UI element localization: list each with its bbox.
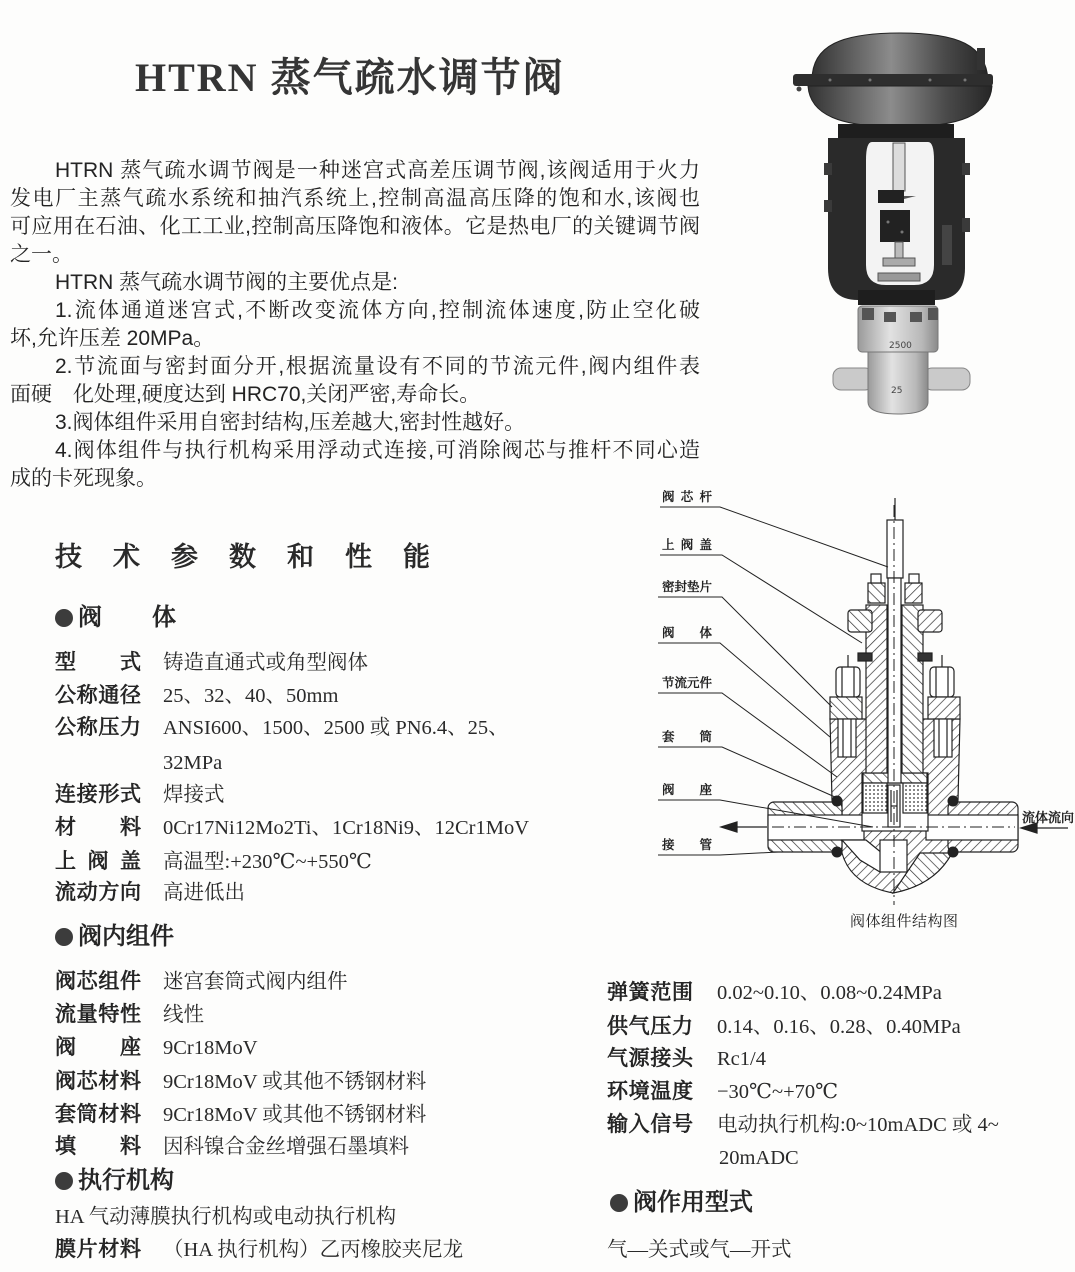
spec-value: 25、32、40、50mm — [163, 685, 339, 707]
spec-value: 0.02~0.10、0.08~0.24MPa — [717, 982, 942, 1004]
spec-value: ANSI600、1500、2500 或 PN6.4、25、 — [163, 717, 509, 739]
section-title: 阀内组件 — [78, 923, 174, 950]
spec-value: 高温型:+230℃~+550℃ — [163, 851, 372, 873]
flow-direction-label: 流体流向 — [1022, 810, 1075, 825]
body-marking: 25 — [891, 386, 903, 396]
spec-label: 套筒材料 — [55, 1103, 141, 1126]
spec-value: 9Cr18MoV 或其他不锈钢材料 — [163, 1071, 427, 1093]
valve-bonnet-body — [833, 290, 970, 414]
diagram-caption: 阀体组件结构图 — [850, 913, 959, 930]
section-title: 阀 体 — [78, 604, 176, 631]
section-actuator — [55, 1166, 174, 1196]
spec-value: 9Cr18MoV 或其他不锈钢材料 — [163, 1104, 427, 1126]
diagram-label-bonnet: 上 阀 盖 — [662, 538, 712, 552]
spec-value: 焊接式 — [163, 784, 225, 806]
intro-line: 之一。 — [10, 243, 73, 266]
spec-value: Rc1/4 — [717, 1048, 766, 1070]
intro-line: 面硬 化处理,硬度达到 HRC70,关闭严密,寿命长。 — [10, 383, 481, 406]
bullet-icon — [55, 609, 73, 627]
diagram-label-throttle: 节流元件 — [662, 676, 713, 690]
intro-line: HTRN 蒸气疏水调节阀的主要优点是: — [55, 271, 398, 294]
section-title: 执行机构 — [78, 1167, 174, 1194]
spec-label: 供气压力 — [607, 1015, 693, 1038]
spec-value: 因科镍合金丝增强石墨填料 — [163, 1136, 409, 1158]
intro-line: 成的卡死现象。 — [10, 467, 157, 490]
spec-label: 气源接头 — [607, 1047, 693, 1070]
valve-action-value: 气—关式或气—开式 — [607, 1239, 792, 1261]
spec-value: 9Cr18MoV — [163, 1037, 258, 1059]
bullet-icon — [610, 1194, 628, 1212]
intro-line: 可应用在石油、化工工业,控制高压降饱和液体。它是热电厂的关键调节阀 — [10, 215, 700, 238]
actuator-dome — [793, 33, 993, 127]
intro-line: 坏,允许压差 20MPa。 — [10, 327, 215, 350]
section-valve-body — [55, 603, 176, 633]
spec-label: 材 料 — [55, 816, 141, 839]
spec-label: 填 料 — [55, 1135, 141, 1158]
intro-line: 2.节流面与密封面分开,根据流量设有不同的节流元件,阀内组件表 — [55, 355, 700, 378]
valve-stem — [887, 498, 903, 827]
page-title: HTRN 蒸气疏水调节阀 — [135, 55, 565, 100]
section-title: 阀作用型式 — [633, 1189, 753, 1216]
spec-value: 0Cr17Ni12Mo2Ti、1Cr18Ni9、12Cr1MoV — [163, 817, 530, 839]
spec-value: 铸造直通式或角型阀体 — [163, 652, 368, 674]
spec-label: 流动方向 — [55, 881, 141, 904]
spec-value: （HA 执行机构）乙丙橡胶夹尼龙 — [163, 1239, 464, 1261]
spec-value-continued: 32MPa — [163, 752, 223, 774]
spec-label: 阀 座 — [55, 1036, 141, 1059]
diagram-label-body: 阀 体 — [662, 626, 712, 640]
valve-photo — [790, 10, 1000, 420]
spec-label: 连接形式 — [55, 783, 141, 806]
intro-line: 4.阀体组件与执行机构采用浮动式连接,可消除阀芯与推杆不同心造 — [55, 439, 700, 462]
spec-label: 环境温度 — [607, 1080, 693, 1103]
tech-params-heading: 技术参数和性能 — [55, 542, 461, 572]
spec-label: 流量特性 — [55, 1003, 141, 1026]
spec-label: 上 阀 盖 — [55, 850, 141, 873]
actuator-type-line: HA 气动薄膜执行机构或电动执行机构 — [55, 1206, 397, 1228]
spec-label: 输入信号 — [607, 1113, 693, 1136]
spec-label: 阀芯材料 — [55, 1070, 141, 1093]
spec-value: 迷宫套筒式阀内组件 — [163, 971, 348, 993]
spec-label: 公称通径 — [55, 684, 141, 707]
body-marking: 2500 — [889, 341, 912, 351]
intro-line: 1.流体通道迷宫式,不断改变流体方向,控制流体速度,防止空化破 — [55, 299, 700, 322]
bullet-icon — [55, 1172, 73, 1190]
spec-label: 型 式 — [55, 651, 141, 674]
diagram-label-stem: 阀 芯 杆 — [662, 490, 712, 504]
spec-value: 0.14、0.16、0.28、0.40MPa — [717, 1016, 961, 1038]
diagram-label-pipe: 接 管 — [662, 838, 712, 852]
spec-value: 线性 — [163, 1004, 204, 1026]
diagram-label-cage: 套 筒 — [662, 730, 712, 744]
spec-value-continued: 20mADC — [719, 1147, 799, 1169]
diagram-label-gasket: 密封垫片 — [662, 580, 713, 594]
spec-label: 膜片材料 — [55, 1238, 141, 1261]
spec-value: 高进低出 — [163, 882, 245, 904]
bullet-icon — [55, 928, 73, 946]
spec-label: 阀芯组件 — [55, 970, 141, 993]
intro-line: 3.阀体组件采用自密封结构,压差越大,密封性越好。 — [55, 411, 526, 434]
spec-value: −30℃~+70℃ — [717, 1081, 839, 1103]
section-trim — [55, 922, 174, 952]
spec-label: 公称压力 — [55, 716, 141, 739]
intro-line: HTRN 蒸气疏水调节阀是一种迷宫式高差压调节阀,该阀适用于火力 — [55, 159, 700, 182]
spec-value: 电动执行机构:0~10mADC 或 4~ — [717, 1114, 999, 1136]
section-valve-action — [610, 1188, 753, 1218]
intro-line: 发电厂主蒸气疏水系统和抽汽系统上,控制高温高压降的饱和水,该阀也 — [10, 187, 700, 210]
spec-label: 弹簧范围 — [607, 981, 693, 1004]
diagram-label-seat: 阀 座 — [662, 783, 712, 797]
